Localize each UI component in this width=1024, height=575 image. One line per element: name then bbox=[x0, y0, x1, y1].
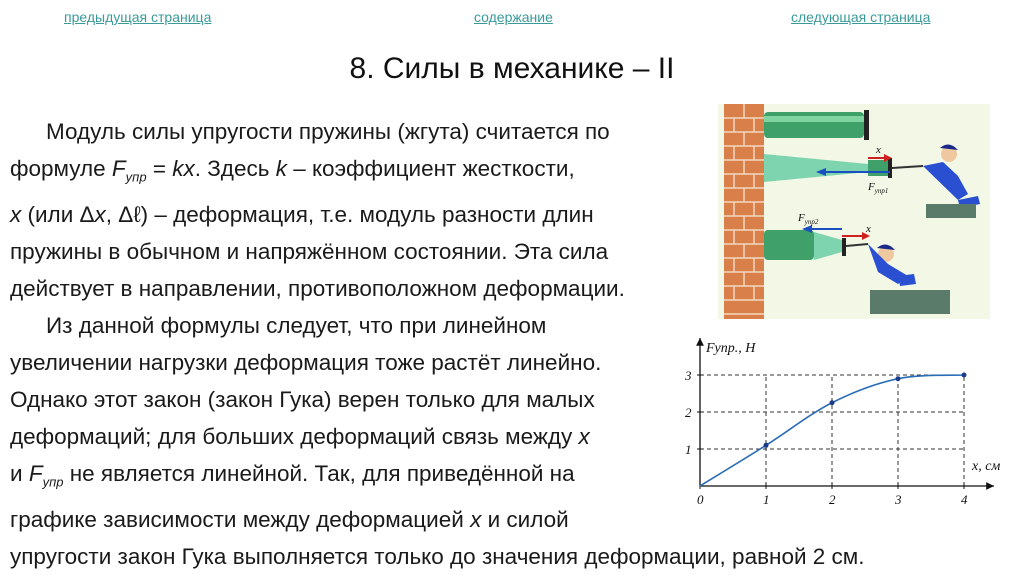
data-point bbox=[962, 373, 967, 378]
text-line: деформаций; для больших деформаций связь между bbox=[10, 424, 579, 449]
x-symbol: x bbox=[470, 506, 482, 532]
text-line: Модуль силы упругости пружины (жгута) считается по bbox=[46, 119, 610, 144]
x-symbol: x bbox=[578, 424, 590, 449]
force-subscript: упр bbox=[42, 474, 64, 490]
force-label-symbol: F bbox=[798, 212, 805, 224]
text-line: формуле bbox=[10, 156, 112, 181]
spring-illustration bbox=[718, 104, 990, 319]
text-line: действует в направлении, противоположном деформации. bbox=[10, 275, 625, 301]
formula-kx: kx bbox=[172, 156, 195, 181]
text-line: – коэффициент жесткости, bbox=[286, 156, 575, 181]
text-line: упругости закон Гука выполняется только до значения деформации, равной 2 см. bbox=[10, 543, 865, 569]
deformation-label: x bbox=[866, 223, 871, 235]
x-tick-label: 0 bbox=[697, 492, 704, 507]
text-line: и силой bbox=[481, 506, 569, 532]
page-title: 8. Силы в механике – II bbox=[349, 52, 675, 85]
text-line: (или Δ bbox=[21, 201, 95, 227]
text-line: и bbox=[10, 461, 29, 486]
text-line: графике зависимости между деформацией bbox=[10, 506, 471, 532]
rubber-band-relaxed bbox=[764, 110, 869, 140]
paragraph-hooke-definition bbox=[10, 113, 715, 307]
data-points bbox=[764, 373, 967, 448]
x-symbol: x bbox=[10, 201, 22, 227]
force-label-subscript: упр1 bbox=[874, 187, 889, 195]
force-subscript: упр bbox=[125, 169, 147, 185]
y-tick-label: 3 bbox=[685, 368, 692, 383]
x-tick-label: 2 bbox=[829, 492, 836, 507]
prev-page-link[interactable]: предыдущая страница bbox=[64, 9, 212, 25]
y-axis-label: Fупр., Н bbox=[706, 341, 756, 356]
y-tick-label: 2 bbox=[685, 405, 692, 420]
force-label-subscript: упр2 bbox=[804, 218, 819, 226]
hooke-graph bbox=[676, 330, 1021, 520]
force-label-symbol: F bbox=[868, 181, 875, 193]
x-tick-label: 1 bbox=[763, 492, 770, 507]
data-point bbox=[764, 443, 769, 448]
k-symbol: k bbox=[275, 156, 287, 181]
next-page-link[interactable]: следующая страница bbox=[791, 9, 931, 25]
tick-marks bbox=[697, 375, 964, 489]
x-tick-label: 3 bbox=[895, 492, 902, 507]
text-line: . Здесь bbox=[194, 156, 276, 181]
text-line: увеличении нагрузки деформация тоже растёт линейно. bbox=[10, 350, 602, 375]
x-tick-label: 4 bbox=[961, 492, 968, 507]
text-line: не является линейной. Так, для приведённой на bbox=[63, 461, 575, 486]
x-symbol: x bbox=[94, 201, 106, 227]
grid-lines bbox=[700, 375, 964, 486]
y-tick-label: 1 bbox=[685, 442, 692, 457]
contents-link[interactable]: содержание bbox=[474, 9, 553, 25]
text-line: = bbox=[146, 156, 173, 181]
deformation-label: x bbox=[876, 144, 881, 156]
data-point bbox=[896, 376, 901, 381]
brick-wall bbox=[724, 104, 764, 319]
text-line: Однако этот закон (закон Гука) верен только для малых bbox=[10, 387, 595, 412]
force-symbol: F bbox=[111, 156, 126, 181]
text-line: пружины в обычном и напряжённом состоянии. Эта сила bbox=[10, 238, 609, 264]
data-point bbox=[830, 400, 835, 405]
x-axis-label: x, см bbox=[972, 459, 1001, 474]
text-line: Из данной формулы следует, что при линейном bbox=[46, 313, 547, 338]
text-line: , Δℓ) – деформация, т.е. модуль разности длин bbox=[105, 201, 594, 227]
force-symbol: F bbox=[28, 461, 43, 486]
